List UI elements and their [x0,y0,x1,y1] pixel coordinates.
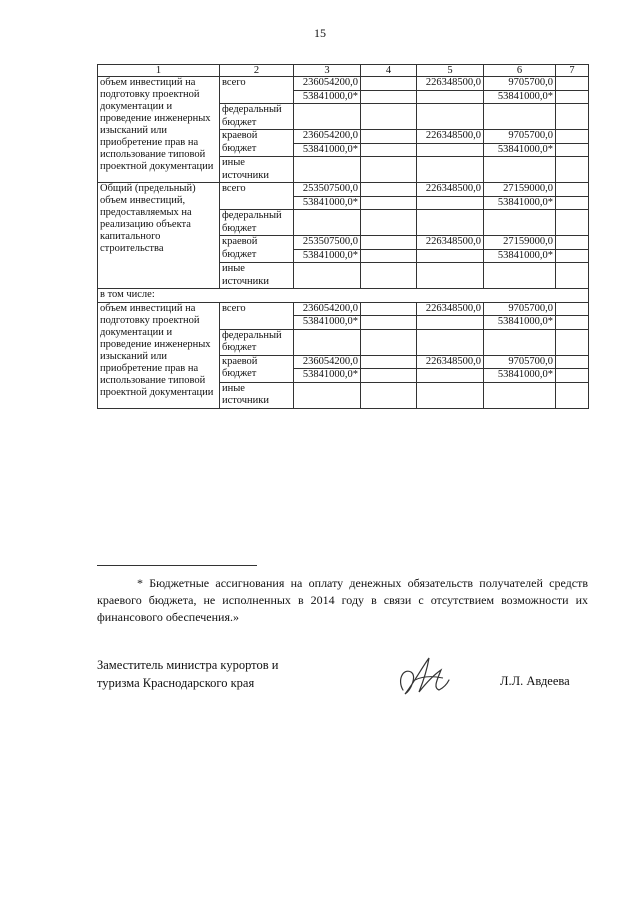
header-cell: 3 [294,65,361,77]
cell-value: 53841000,0* [294,369,361,383]
cell-empty [556,77,589,91]
signatory-name: Л.Л. Авдеева [500,674,570,688]
cell-empty [417,263,484,289]
cell-empty [361,183,417,197]
cell-value: 226348500,0 [417,130,484,144]
cell-empty [361,249,417,263]
cell-empty [294,263,361,289]
cell-empty [417,196,484,210]
source-label: федеральный бюджет [220,104,294,130]
row-group-title: Общий (предельный) объем инвестиций, предоставляемых на реализацию объекта капитального строительства [98,183,220,289]
cell-value: 53841000,0* [294,143,361,157]
cell-empty [484,104,556,130]
cell-empty [556,249,589,263]
row-group-title: объем инвестиций на подготовку проектной документации и проведение инженерных изысканий или приобретение прав на использование типовой проектной документации [98,302,220,408]
cell-empty [556,90,589,104]
source-label: федеральный бюджет [220,210,294,236]
cell-empty [361,263,417,289]
cell-empty [556,236,589,250]
cell-value: 226348500,0 [417,77,484,91]
header-cell: 7 [556,65,589,77]
cell-value: 53841000,0* [294,90,361,104]
cell-value: 9705700,0 [484,302,556,316]
cell-empty [484,382,556,408]
cell-value: 53841000,0* [484,316,556,330]
cell-empty [417,143,484,157]
table-row [98,289,589,303]
cell-empty [361,236,417,250]
cell-empty [484,329,556,355]
footnote-divider [97,565,257,566]
cell-empty [361,302,417,316]
cell-empty [361,316,417,330]
cell-empty [294,157,361,183]
cell-empty [556,104,589,130]
cell-empty [417,382,484,408]
cell-empty [556,143,589,157]
position-line: Заместитель министра курортов и [97,658,279,672]
table-row [98,77,589,91]
cell-value: 9705700,0 [484,355,556,369]
handwritten-signature-icon [393,650,453,702]
cell-empty [361,355,417,369]
cell-empty [556,302,589,316]
cell-empty [417,157,484,183]
cell-value: 27159000,0 [484,183,556,197]
cell-value: 53841000,0* [484,196,556,210]
cell-empty [417,90,484,104]
cell-empty [556,369,589,383]
footnote: * Бюджетные ассигнования на оплату денежных обязательств получателей средств краевого бюджета, не исполненных в 2014 году в связи с отсутствием возможности их финансового обеспечения.» [97,576,588,624]
cell-value: 53841000,0* [484,249,556,263]
cell-value: 53841000,0* [294,249,361,263]
cell-empty [484,263,556,289]
cell-empty [361,157,417,183]
cell-value: 236054200,0 [294,302,361,316]
source-label: иные источники [220,382,294,408]
cell-value: 253507500,0 [294,183,361,197]
cell-empty [556,382,589,408]
section-label: в том числе: [98,289,220,303]
cell-empty [417,329,484,355]
header-cell: 6 [484,65,556,77]
cell-empty [556,316,589,330]
cell-empty [220,289,589,303]
cell-empty [556,157,589,183]
row-group-title: объем инвестиций на подготовку проектной документации и проведение инженерных изысканий или приобретение прав на использование типовой проектной документации [98,77,220,183]
cell-empty [361,90,417,104]
header-cell: 2 [220,65,294,77]
cell-empty [556,196,589,210]
cell-value: 53841000,0* [484,90,556,104]
cell-empty [294,210,361,236]
cell-empty [294,382,361,408]
cell-empty [361,143,417,157]
table-header-row [98,65,589,77]
signatory-position [97,656,278,692]
cell-empty [361,130,417,144]
header-cell: 4 [361,65,417,77]
cell-value: 53841000,0* [484,143,556,157]
source-label: краевой бюджет [220,236,294,263]
cell-value: 236054200,0 [294,130,361,144]
cell-empty [556,210,589,236]
cell-empty [361,329,417,355]
cell-value: 236054200,0 [294,355,361,369]
cell-empty [556,329,589,355]
cell-empty [417,316,484,330]
cell-empty [556,263,589,289]
source-label: всего [220,183,294,210]
table-row [98,302,589,316]
cell-empty [417,104,484,130]
cell-empty [417,249,484,263]
source-label: всего [220,77,294,104]
cell-value: 9705700,0 [484,77,556,91]
cell-value: 253507500,0 [294,236,361,250]
cell-value: 9705700,0 [484,130,556,144]
cell-empty [417,369,484,383]
cell-value: 53841000,0* [294,316,361,330]
cell-empty [484,157,556,183]
page-number: 15 [314,26,326,40]
cell-empty [294,104,361,130]
cell-empty [361,382,417,408]
source-label: федеральный бюджет [220,329,294,355]
cell-value: 226348500,0 [417,355,484,369]
source-label: краевой бюджет [220,130,294,157]
cell-value: 226348500,0 [417,302,484,316]
cell-empty [417,210,484,236]
cell-value: 236054200,0 [294,77,361,91]
source-label: иные источники [220,263,294,289]
source-label: всего [220,302,294,329]
cell-empty [361,104,417,130]
cell-empty [556,130,589,144]
cell-empty [294,329,361,355]
cell-empty [361,369,417,383]
source-label: краевой бюджет [220,355,294,382]
cell-value: 226348500,0 [417,236,484,250]
cell-value: 27159000,0 [484,236,556,250]
cell-empty [361,77,417,91]
cell-value: 53841000,0* [294,196,361,210]
cell-value: 53841000,0* [484,369,556,383]
cell-empty [556,355,589,369]
table-row [98,183,589,197]
cell-empty [484,210,556,236]
investment-table [97,64,589,409]
header-cell: 5 [417,65,484,77]
cell-value: 226348500,0 [417,183,484,197]
position-line: туризма Краснодарского края [97,676,255,690]
source-label: иные источники [220,157,294,183]
cell-empty [361,210,417,236]
header-cell: 1 [98,65,220,77]
cell-empty [361,196,417,210]
cell-empty [556,183,589,197]
